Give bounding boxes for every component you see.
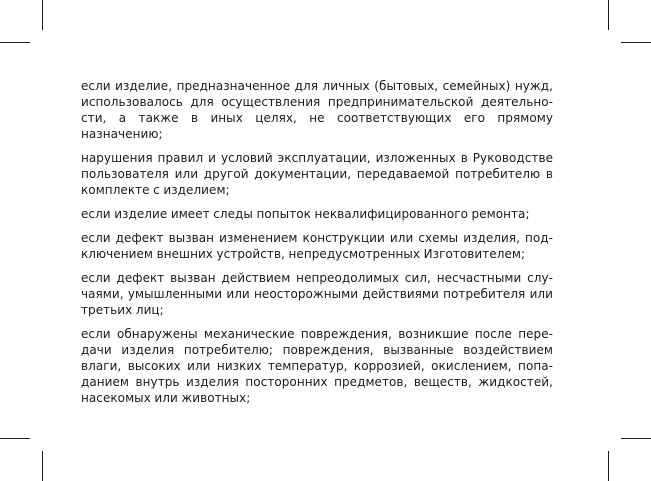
paragraph-design-change: если дефект вызван изменением конструкции или схемы изделия, подключением внешних устройств, непредусмотренных Изготовителем; xyxy=(81,231,553,261)
crop-mark-bottom-left-horizontal xyxy=(0,438,30,439)
crop-mark-bottom-left-vertical xyxy=(42,451,43,481)
crop-mark-bottom-right-horizontal xyxy=(621,438,651,439)
crop-mark-top-right-horizontal xyxy=(621,42,651,43)
crop-mark-bottom-right-vertical xyxy=(608,451,609,481)
crop-mark-top-left-horizontal xyxy=(0,42,30,43)
paragraph-force-majeure: если дефект вызван действием непреодолимых сил, несчастными случаями, умышленными или неосторожными действиями потребителя или третьих лиц; xyxy=(81,271,553,317)
paragraph-unqualified-repair: если изделие имеет следы попыток неквалифицированного ремонта; xyxy=(81,207,530,221)
crop-mark-top-left-vertical xyxy=(42,0,43,30)
crop-mark-top-right-vertical xyxy=(608,0,609,30)
paragraph-personal-use: если изделие, предназначенное для личных (бытовых, семейных) нужд, использовалось для осуществления предпринимательской деятельности, а также в иных целях, не соответствующих его прямому назначению; xyxy=(81,79,553,141)
paragraph-mechanical-damage: если обнаружены механические повреждения, возникшие после передачи изделия потребителю; повреждения, вызванные воздействием влаги, высоких или низких температур, коррозией, окислением, попаданием внутрь изделия посторонних предметов, веществ, жидкостей, насекомых или животных; xyxy=(81,327,553,405)
warranty-exclusions-list xyxy=(81,78,553,414)
paragraph-rules-violation: нарушения правил и условий эксплуатации, изложенных в Руководстве пользователя или другой документации, передаваемой потребителю в комплекте с изделием; xyxy=(81,151,553,197)
